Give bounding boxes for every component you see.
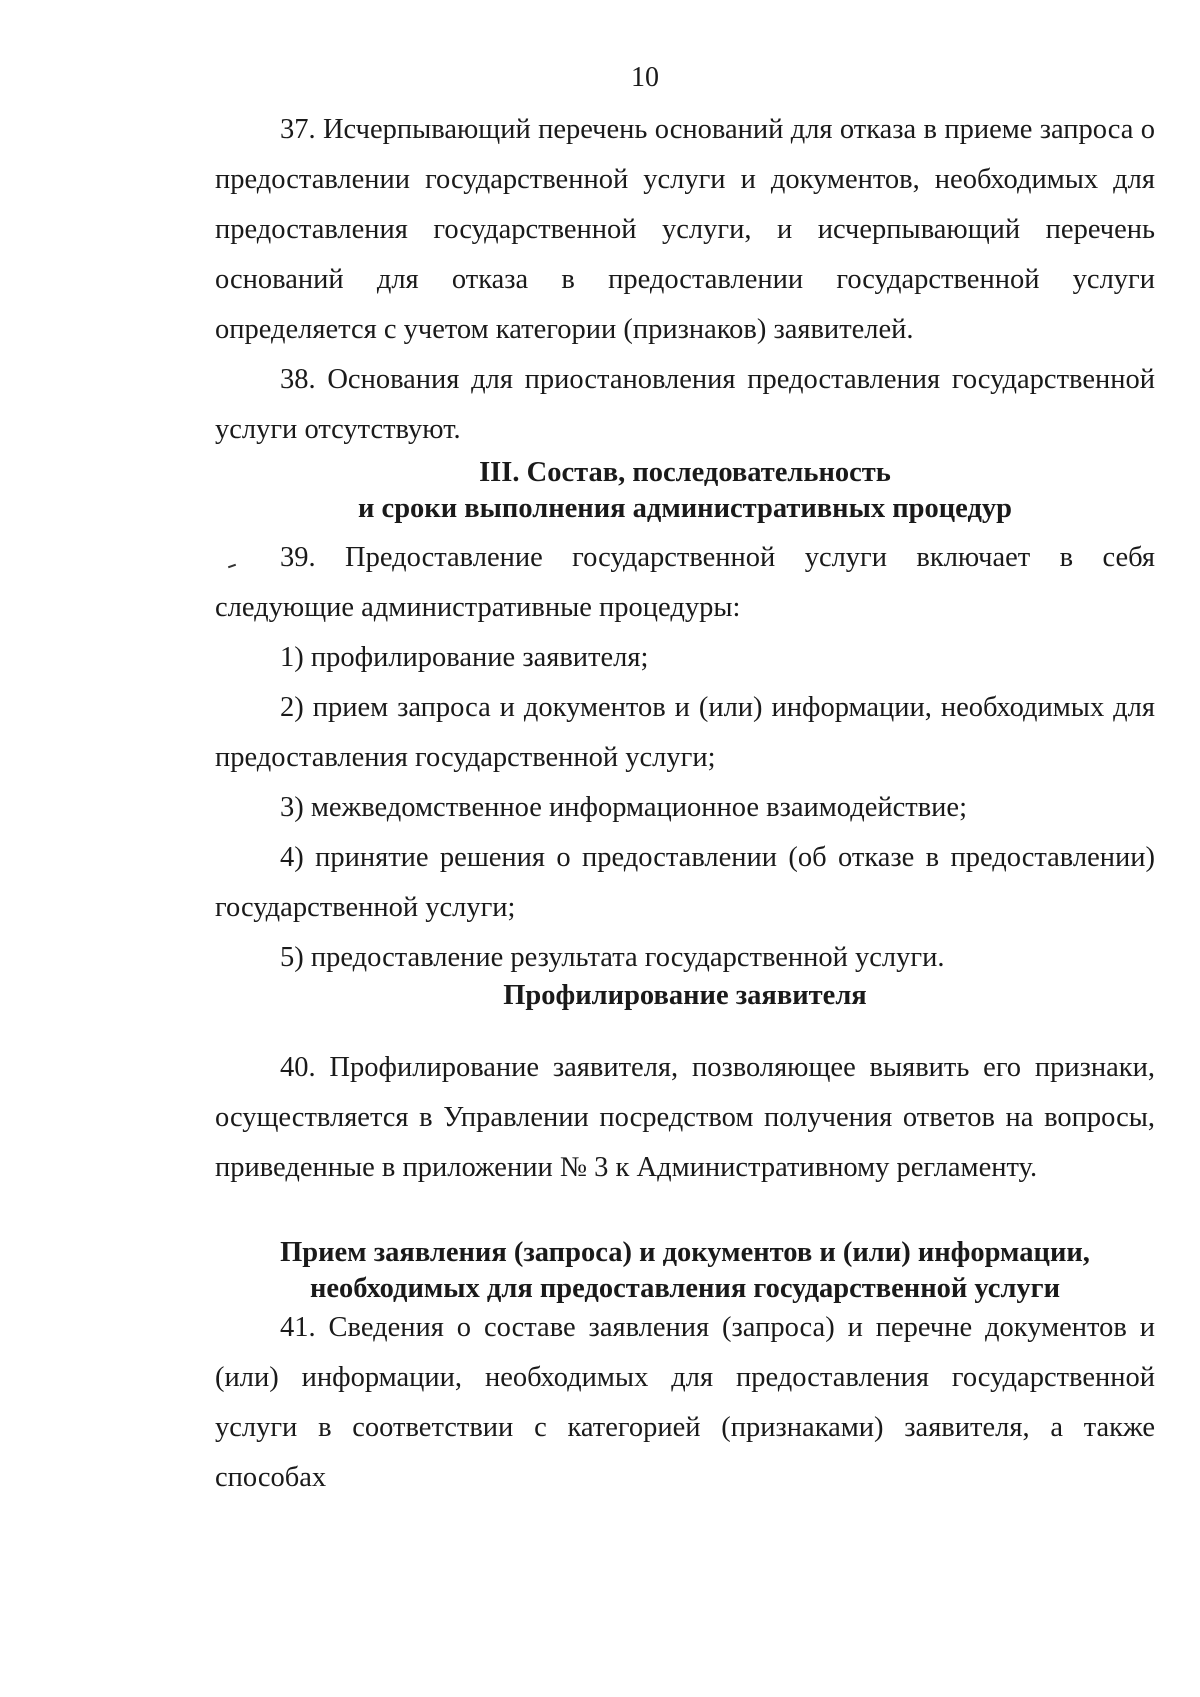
section-3-heading: [215, 455, 1155, 527]
reception-title-line-2: необходимых для предоставления государственной услуги: [309, 1273, 1061, 1304]
procedure-item-2: 2) прием запроса и документов и (или) информации, необходимых для предоставления государственной услуги;: [215, 692, 1155, 773]
paragraph-37: 37. Исчерпывающий перечень оснований для отказа в приеме запроса о предоставлении государственной услуги и документов, необходимых для предоставления государственной услуги, и исчерпывающий перечень оснований для отказа в предоставлении государственной услуги определяется с учетом категории (признаков) заявителей.: [215, 114, 1155, 345]
profiling-heading: [215, 978, 1155, 1014]
procedure-item-4: 4) принятие решения о предоставлении (об отказе в предоставлении) государственной услуги;: [215, 842, 1155, 923]
page-number: 10: [631, 62, 659, 93]
procedure-item-1: 1) профилирование заявителя;: [280, 642, 649, 673]
paragraph-41: 41. Сведения о составе заявления (запроса) и перечне документов и (или) информации, необходимых для предоставления государственной услуги в соответствии с категорией (признаками) заявителя, а также способах: [215, 1312, 1155, 1493]
paragraph-39: 39. Предоставление государственной услуги включает в себя следующие административные процедуры:: [215, 542, 1155, 623]
paragraph-block-41: [215, 1303, 1155, 1503]
reception-heading: [215, 1235, 1155, 1307]
section-3-title-line-1: III. Состав, последовательность: [479, 457, 891, 488]
paragraph-38: 38. Основания для приостановления предоставления государственной услуги отсутствуют.: [215, 364, 1155, 445]
paragraph-block-39: [215, 533, 1155, 983]
paragraph-block-40: [215, 1043, 1155, 1193]
profiling-title: Профилирование заявителя: [503, 980, 867, 1011]
section-3-title-line-2: и сроки выполнения административных процедур: [358, 493, 1012, 524]
procedure-item-5: 5) предоставление результата государственной услуги.: [280, 942, 945, 973]
reception-title-line-1: Прием заявления (запроса) и документов и (или) информации,: [280, 1237, 1090, 1268]
procedure-item-3: 3) межведомственное информационное взаимодействие;: [280, 792, 967, 823]
paragraph-40: 40. Профилирование заявителя, позволяющее выявить его признаки, осуществляется в Управлении посредством получения ответов на вопросы, приведенные в приложении № 3 к Административному регламенту.: [215, 1052, 1155, 1183]
paragraph-block-37-38: [215, 105, 1155, 455]
